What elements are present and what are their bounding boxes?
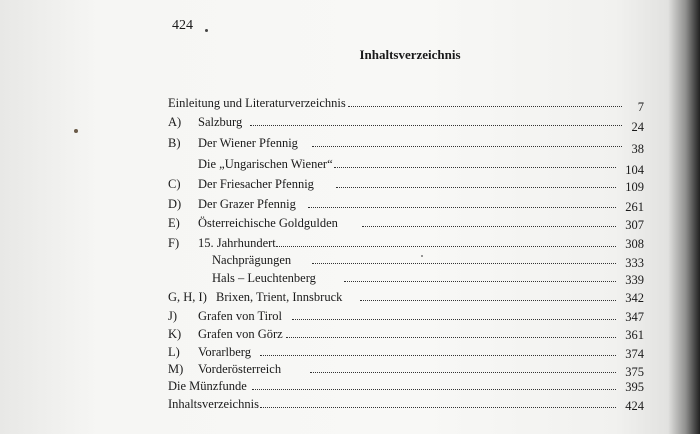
dot-leader [286, 337, 616, 338]
toc-entry [168, 288, 644, 306]
toc-entry [168, 360, 644, 378]
toc-entry-label: C) [168, 177, 181, 191]
dot-leader [362, 226, 616, 227]
dot-leader [336, 187, 616, 188]
toc-entry-page: 38 [631, 142, 644, 156]
toc-entry-title: Der Friesacher Pfennig [198, 177, 314, 191]
toc-entry-page: 339 [625, 273, 644, 287]
toc-entry-title: Einleitung und Literaturverzeichnis [168, 96, 346, 110]
toc-entry-title: Grafen von Tirol [198, 309, 283, 323]
toc-entry [168, 251, 644, 269]
page-number: 424 [172, 18, 193, 33]
toc-entry-page: 104 [625, 163, 644, 177]
dot-leader [310, 372, 616, 373]
toc-entry-label: J) [168, 309, 178, 323]
toc-entry-title: Vorarlberg [198, 345, 251, 359]
toc-entry-label: G, H, I) [168, 290, 207, 304]
dot-leader [260, 355, 616, 356]
toc-entry-title: Die „Ungarischen Wiener“ [198, 157, 333, 171]
toc-entry [168, 377, 644, 395]
toc-entry [168, 214, 644, 232]
dot-leader [344, 281, 616, 282]
toc-entry-title: Österreichische Goldgulden [198, 216, 338, 230]
toc-entry-page: 395 [625, 380, 644, 394]
ink-speck [205, 29, 208, 32]
toc-entry-title: Nachprägungen [212, 253, 292, 267]
toc-entry-label: D) [168, 197, 182, 211]
toc-entry-label: A) [168, 115, 182, 129]
toc-heading: Inhaltsverzeichnis [359, 47, 461, 62]
dot-leader [308, 207, 616, 208]
toc-entry-title: Die Münzfunde [168, 379, 247, 393]
toc-entry-label: L) [168, 345, 180, 359]
toc-entry-title: Brixen, Trient, Innsbruck [216, 290, 343, 304]
toc-entry-page: 24 [631, 120, 644, 134]
toc-entry-page: 307 [625, 218, 644, 232]
toc-entry-page: 361 [625, 328, 644, 342]
dot-leader [312, 146, 622, 147]
toc-entry-page: 342 [625, 291, 644, 305]
toc-entry-page: 261 [625, 200, 644, 214]
toc-entry-page: 347 [625, 310, 644, 324]
toc-entry-page: 424 [625, 399, 644, 413]
toc-entry-title: Hals – Leuchtenberg [212, 271, 316, 285]
dot-leader [250, 125, 622, 126]
toc-entry [168, 325, 644, 343]
toc-entry [168, 155, 644, 177]
ink-speck [74, 129, 78, 133]
toc-entry [168, 395, 644, 413]
toc-entry-label: E) [168, 216, 180, 230]
dot-leader [312, 263, 616, 264]
toc-entry-title: Der Grazer Pfennig [198, 197, 296, 211]
toc-entry [168, 113, 644, 134]
toc-entry-label: M) [168, 362, 184, 376]
dot-leader [348, 106, 622, 107]
toc-entry [168, 134, 644, 156]
toc-entry-title: Inhaltsverzeichnis [168, 397, 259, 411]
dot-leader [292, 319, 616, 320]
spine-shadow [668, 0, 700, 434]
toc-entry-title: Grafen von Görz [198, 327, 283, 341]
toc-entry-title: 15. Jahrhundert [198, 236, 276, 250]
toc-entry [168, 307, 644, 325]
toc-entry [168, 234, 644, 252]
toc-entry [168, 94, 644, 112]
toc-entry-label: K) [168, 327, 182, 341]
toc-entry-title: Salzburg [198, 115, 243, 129]
toc-entry-label: F) [168, 236, 180, 250]
toc-entry [168, 269, 644, 287]
toc-entry-page: 308 [625, 237, 644, 251]
toc-entry-page: 333 [625, 256, 644, 270]
dot-leader [260, 407, 616, 408]
toc-entry [168, 195, 644, 213]
dot-leader [334, 167, 616, 168]
toc-entry [168, 343, 644, 361]
toc-entry-page: 109 [625, 180, 644, 194]
toc-entry-page: 375 [625, 365, 644, 379]
toc-entry-label: B) [168, 136, 181, 150]
toc-entry-title: Der Wiener Pfennig [198, 136, 298, 150]
dot-leader [276, 246, 616, 247]
toc-entry [168, 175, 644, 193]
dot-leader [360, 300, 616, 301]
dot-leader [252, 389, 616, 390]
toc-entry-page: 7 [637, 100, 644, 114]
toc-entry-title: Vorderösterreich [198, 362, 282, 376]
toc-entry-page: 374 [625, 347, 644, 361]
